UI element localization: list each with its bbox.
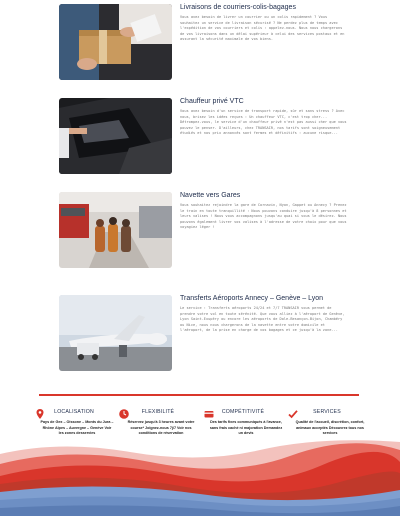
service-card-airport (59, 295, 349, 371)
card-icon (203, 408, 215, 420)
feature-flexibilite (118, 404, 198, 437)
section-divider (39, 394, 359, 396)
feature-text[interactable]: Réservez jusqu'à 3 heures avant votre course* Joignez-nous 7j/7 Voir nos conditions de réservation (127, 420, 195, 436)
feature-text[interactable]: Des tarifs fixes communiqués à l'avance, sans frais caché ni majoration Demandez un devis (209, 420, 283, 436)
service-description: Vous avez besoin d'un service de transport rapide, sûr et sans stress ? Avec nous, brisez les idées reçues : Un chauffeur VTC, c'est trop cher... Détrompez-vous, le service d'un chauffeur privé n'est pas aussi cher que vous pouvez le penser. D'ailleurs, chez TRANSAIR, nos tarifs sont soigneusement étudiés et nos prix annoncés sont fermes et définitifs : aucune risque... (180, 109, 347, 136)
feature-text[interactable]: Qualité de l'accueil, discrétion, confort, animaux acceptés Découvrez tous nos services (295, 420, 365, 436)
feature-services (287, 404, 367, 437)
feature-text[interactable]: Pays de Gex – Oissone – Monts du Jura – Rhône Alpes – Auvergne – Genève Voir les zones desservies (40, 420, 114, 436)
location-pin-icon (34, 408, 46, 420)
service-title[interactable]: Navette vers Gares (180, 192, 241, 199)
feature-title: LOCALISATION (54, 409, 94, 415)
feature-competitivite (203, 404, 283, 437)
service-description: Vous souhaitez rejoindre la gare de Cornavin, Nyon, Gappet ou Annecy ? Prenez le train en toute tranquillité : Nous pouvons conduire jusqu'à 8 personnes et leurs valises ! Nous vous accompagnons jusqu'au quai si vous le désirez. Nous pouvons également livrer vos valises à l'adresse de votre choix pour que vous voyagiez léger ! (180, 203, 347, 230)
service-card-delivery (59, 4, 349, 80)
airport-plane-photo[interactable] (59, 295, 172, 371)
clock-icon (118, 408, 130, 420)
feature-title: FLEXIBILITÉ (141, 409, 175, 415)
feature-title: SERVICES (313, 409, 341, 415)
footer-waves (0, 436, 400, 516)
service-title[interactable]: Chauffeur privé VTC (180, 98, 244, 105)
vtc-car-door-photo[interactable] (59, 98, 172, 174)
train-station-photo[interactable] (59, 192, 172, 268)
service-title[interactable]: Livraisons de courriers-colis-bagages (180, 4, 296, 11)
feature-title: COMPÉTITIVITÉ (221, 409, 265, 415)
service-card-vtc (59, 98, 349, 174)
feature-localisation (34, 404, 114, 437)
delivery-package-photo[interactable] (59, 4, 172, 80)
service-description: Vous avez besoin de livrer un courrier ou un colis rapidement ? Vous souhaitez un service de livraison sécurisé ? Ne perdez plus de temps avec l'expédition de vos courriers et colis : appelez-nous. Nous nous chargerons de vos livraisons dans un délai supérieur à celui des services postaux et en assurant la sécurité maximale de vos biens. (180, 15, 345, 42)
service-description: Le service : Transferts aéroports 24/24 et 7/7 TRANSAIR vous permet de prendre votre vol en toute sérénité. Que vous alliez à l'aéroport de Genève, Lyon Saint-Exupéry ou encore les aéroports de Dole-Besançon-Bijon, Chambéry ou Nice, nous nous chargerons de la navette entre votre domicile et l'aéroport, de la prise en charge de vos bagages et ce jusqu'à la zone... (180, 306, 345, 333)
check-badge-icon (287, 408, 299, 420)
service-card-station (59, 192, 349, 268)
service-title[interactable]: Transferts Aéroports Annecy – Genève – Lyon (180, 295, 324, 302)
